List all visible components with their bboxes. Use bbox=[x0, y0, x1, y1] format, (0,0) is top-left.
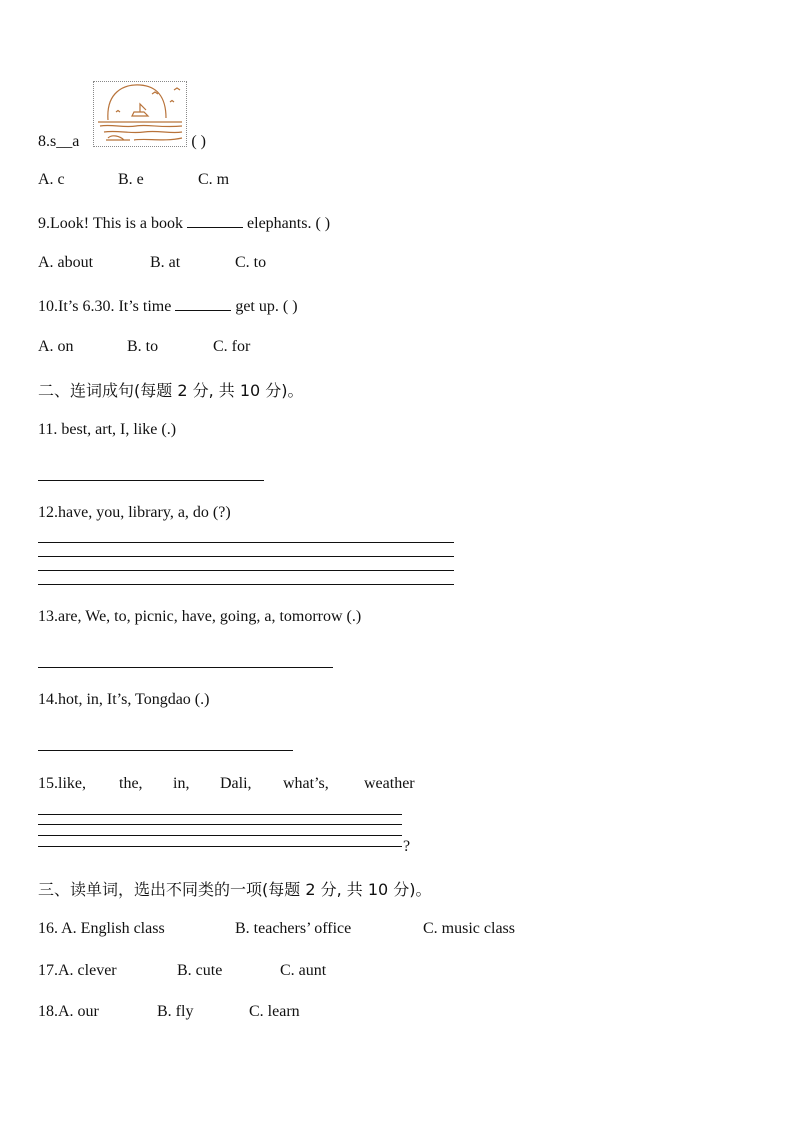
sunset-illustration-icon bbox=[94, 82, 186, 146]
question-10-text-before: 10.It’s 6.30. It’s time bbox=[38, 298, 172, 315]
option-a[interactable]: A. about bbox=[38, 254, 94, 271]
sunset-sea-sketch-image bbox=[93, 81, 187, 147]
option-b[interactable]: B. teachers’ office bbox=[235, 920, 352, 937]
option-a[interactable]: 18.A. our bbox=[38, 1003, 99, 1020]
answer-paren: ( ) bbox=[282, 298, 298, 315]
answer-line[interactable] bbox=[38, 556, 454, 557]
question-12: 12.have, you, library, a, do (?) bbox=[38, 504, 231, 521]
question-18 bbox=[38, 1003, 300, 1021]
option-b[interactable]: B. to bbox=[127, 338, 159, 355]
question-15-end-mark: ? bbox=[403, 838, 411, 855]
option-a[interactable]: 17.A. clever bbox=[38, 962, 117, 979]
question-9-text-after: elephants. bbox=[247, 215, 312, 232]
option-c[interactable]: C. to bbox=[235, 254, 267, 271]
option-b[interactable]: B. e bbox=[118, 171, 144, 188]
option-c[interactable]: C. music class bbox=[423, 920, 515, 937]
word: the, bbox=[119, 775, 143, 792]
question-15 bbox=[38, 775, 415, 793]
answer-line[interactable] bbox=[38, 542, 454, 543]
fill-blank[interactable] bbox=[187, 213, 243, 228]
word: Dali, bbox=[220, 775, 252, 792]
answer-line[interactable] bbox=[38, 814, 402, 815]
word: 15.like, bbox=[38, 775, 86, 792]
option-a[interactable]: A. c bbox=[38, 171, 65, 188]
option-c[interactable]: C. aunt bbox=[280, 962, 327, 979]
question-14: 14.hot, in, It’s, Tongdao (.) bbox=[38, 691, 210, 708]
question-11: 11. best, art, I, like (.) bbox=[38, 421, 177, 438]
option-b[interactable]: B. at bbox=[150, 254, 181, 271]
word: what’s, bbox=[283, 775, 329, 792]
question-17 bbox=[38, 962, 326, 980]
answer-paren: ( ) bbox=[191, 133, 206, 150]
answer-paren: ( ) bbox=[315, 215, 331, 232]
question-13: 13.are, We, to, picnic, have, going, a, tomorrow (.) bbox=[38, 608, 362, 625]
question-8-options bbox=[38, 171, 229, 189]
option-b[interactable]: B. fly bbox=[157, 1003, 194, 1020]
answer-line[interactable] bbox=[38, 480, 264, 481]
question-10-options bbox=[38, 338, 250, 356]
word: in, bbox=[173, 775, 190, 792]
answer-line[interactable] bbox=[38, 584, 454, 585]
section-2-title: 二、连词成句(每题 2 分, 共 10 分)。 bbox=[38, 381, 304, 400]
word: weather bbox=[364, 775, 415, 792]
question-9 bbox=[38, 213, 330, 233]
fill-blank[interactable] bbox=[175, 296, 231, 311]
option-c[interactable]: C. m bbox=[198, 171, 230, 188]
question-9-text-before: 9.Look! This is a book bbox=[38, 215, 184, 232]
option-a[interactable]: 16. A. English class bbox=[38, 920, 165, 937]
answer-line[interactable] bbox=[38, 570, 454, 571]
answer-line[interactable] bbox=[38, 750, 293, 751]
option-b[interactable]: B. cute bbox=[177, 962, 223, 979]
option-a[interactable]: A. on bbox=[38, 338, 74, 355]
answer-line[interactable] bbox=[38, 824, 402, 825]
answer-line[interactable] bbox=[38, 846, 402, 847]
question-9-options bbox=[38, 254, 266, 272]
answer-line[interactable] bbox=[38, 667, 333, 668]
section-3-title: 三、读单词，选出不同类的一项(每题 2 分, 共 10 分)。 bbox=[38, 880, 432, 899]
option-c[interactable]: C. for bbox=[213, 338, 251, 355]
option-c[interactable]: C. learn bbox=[249, 1003, 300, 1020]
question-16 bbox=[38, 920, 515, 938]
question-10 bbox=[38, 296, 298, 316]
question-8-prefix: 8.s__a bbox=[38, 133, 80, 150]
question-10-text-after: get up. bbox=[235, 298, 279, 315]
answer-line[interactable] bbox=[38, 835, 402, 836]
